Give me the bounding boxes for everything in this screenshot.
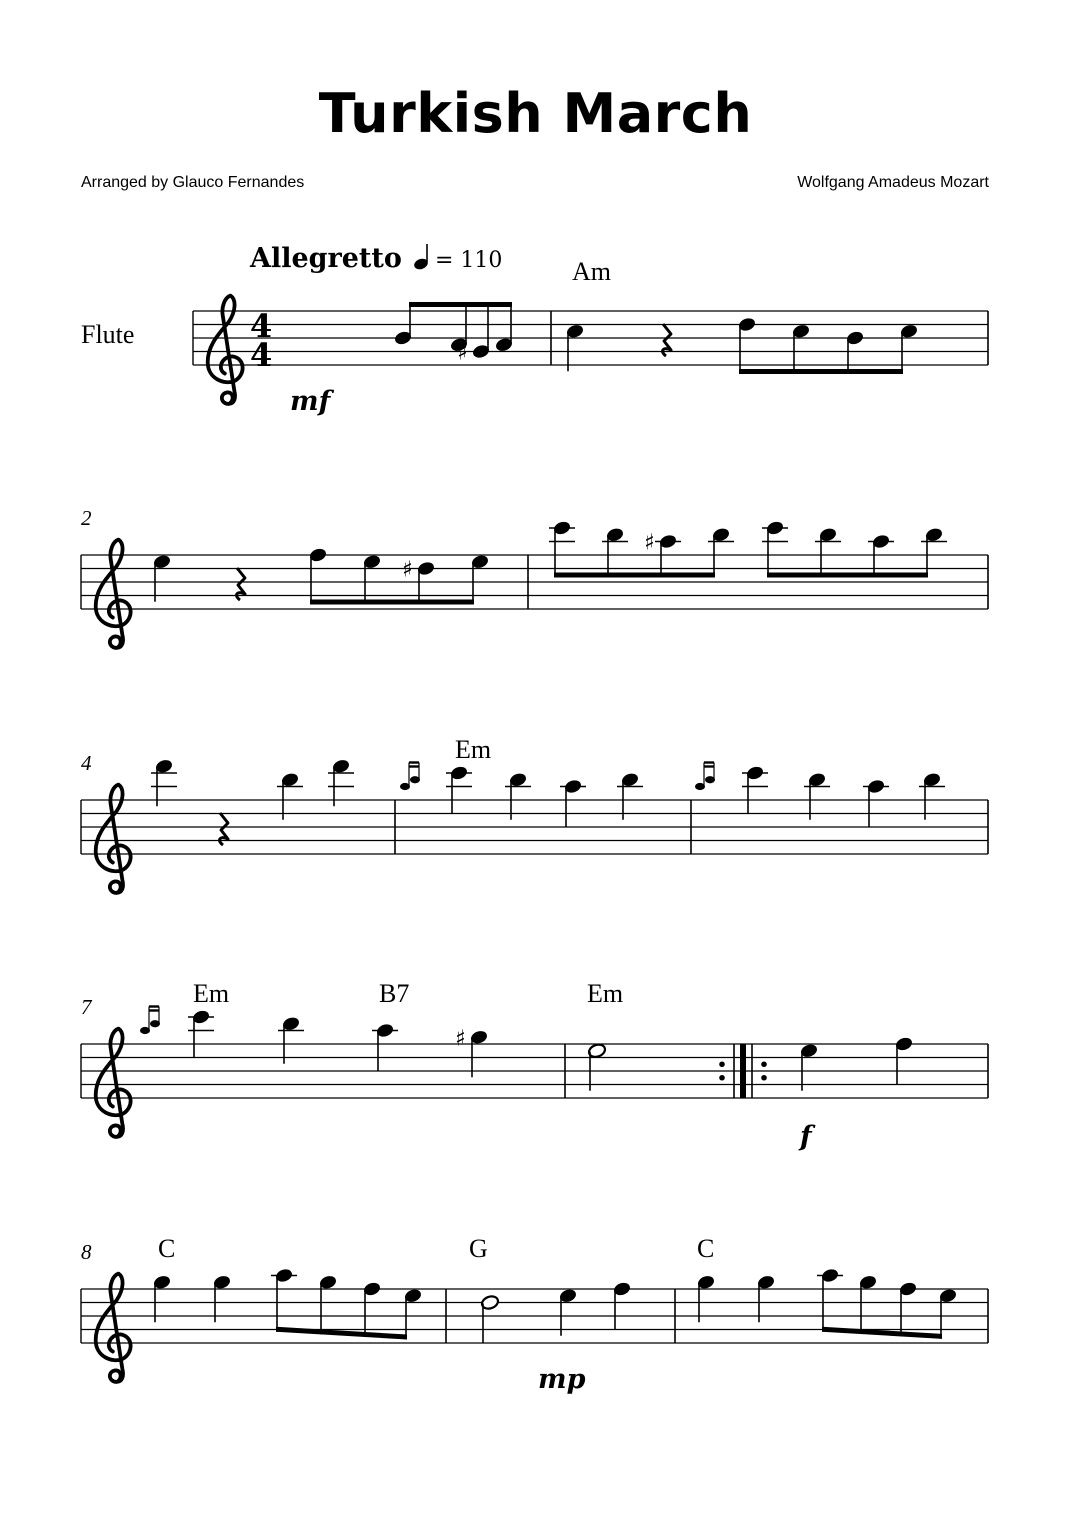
- measure-number: 4: [81, 751, 92, 775]
- tempo-note-icon: [413, 244, 430, 271]
- sharp-icon: ♯: [402, 557, 413, 583]
- staff-systems: [81, 296, 988, 1382]
- repeat-dot: [761, 1061, 767, 1067]
- sharp-icon: ♯: [644, 530, 655, 556]
- chord-symbol: G: [469, 1234, 488, 1263]
- chord-symbol: C: [697, 1234, 715, 1263]
- dynamic-marking: mp: [538, 1364, 586, 1395]
- dynamic-marking: mf: [290, 386, 331, 417]
- instrument-name: Flute: [81, 320, 135, 349]
- repeat-dot: [761, 1075, 767, 1081]
- repeat-dot: [719, 1061, 725, 1067]
- sharp-icon: ♯: [457, 340, 468, 366]
- repeat-bar-thick: [740, 1044, 746, 1098]
- time-signature-top: 4: [250, 307, 273, 345]
- measure-number: 2: [81, 506, 92, 530]
- note-beam: [739, 369, 903, 374]
- treble-clef-icon: [96, 1029, 131, 1137]
- note-beam: [822, 1327, 942, 1339]
- treble-clef-icon: [96, 785, 131, 893]
- treble-clef-icon: [96, 540, 131, 648]
- sharp-icon: ♯: [455, 1026, 466, 1052]
- chord-symbol: Em: [193, 979, 230, 1008]
- treble-clef-icon: [208, 296, 243, 404]
- chord-symbol: Em: [587, 979, 624, 1008]
- chord-symbol: Em: [455, 735, 492, 764]
- dynamic-marking: f: [800, 1121, 812, 1152]
- note-beam: [554, 573, 715, 578]
- tempo-marking: Allegretto: [250, 243, 402, 274]
- note-beam: [409, 302, 512, 307]
- treble-clef-icon: [96, 1274, 131, 1382]
- measure-number: 7: [81, 995, 92, 1019]
- note-beam: [767, 573, 928, 578]
- note-beam: [310, 600, 474, 605]
- chord-symbol: Am: [572, 257, 611, 286]
- page-title: Turkish March: [318, 82, 753, 145]
- tempo-value: = 110: [435, 248, 503, 273]
- composer-credit: Wolfgang Amadeus Mozart: [797, 174, 989, 191]
- time-signature-bottom: 4: [250, 336, 273, 374]
- measure-number: 8: [81, 1240, 92, 1264]
- note-beam: [276, 1327, 407, 1340]
- chord-symbol: B7: [379, 979, 410, 1008]
- arranger-credit: Arranged by Glauco Fernandes: [81, 174, 305, 191]
- chord-symbol: C: [158, 1234, 176, 1263]
- repeat-dot: [719, 1075, 725, 1081]
